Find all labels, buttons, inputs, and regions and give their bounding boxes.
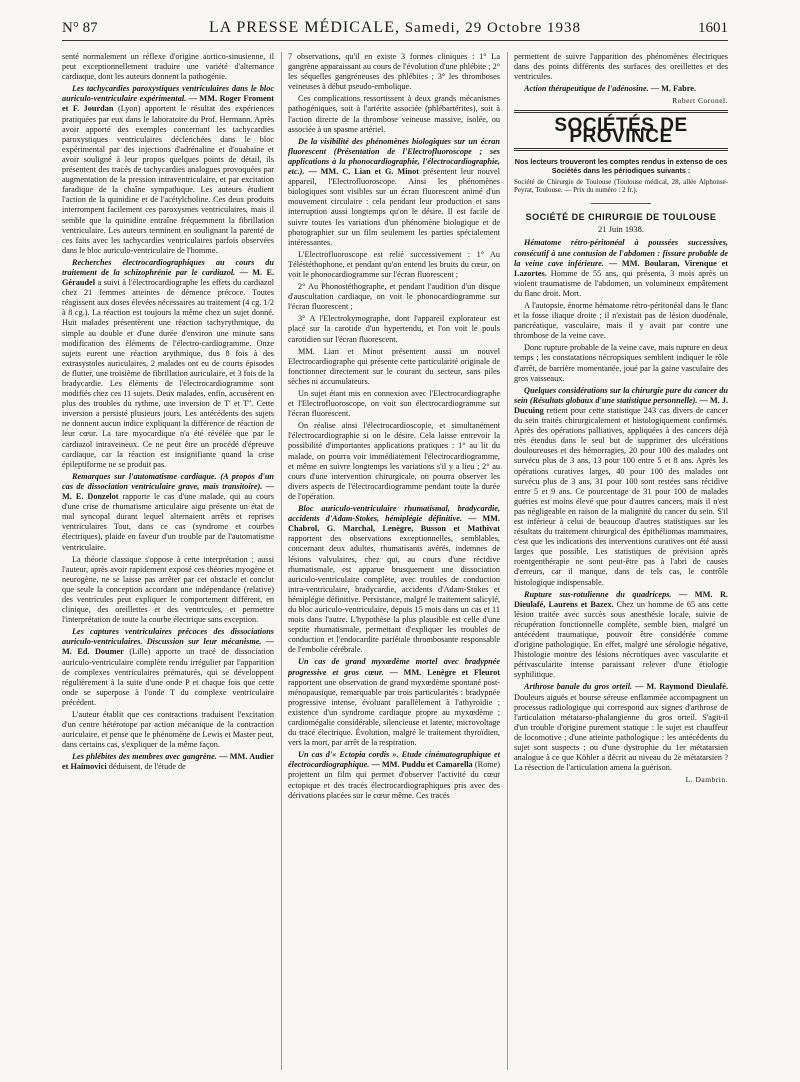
society-reports [514,238,728,773]
article-text: permettent de suivre l'apparition des phénomènes électriques dans des points différents des surfaces des oreillettes et des ventricules. [514,52,728,82]
article-text: La théorie classique s'oppose à cette interprétation ; aussi l'auteur, après avoir rapidement exposé ces théories myogène et neurogène, ne se laisse pas arrêter par cet obstacle et conclut que seule la conception accordant une indépendance (relative) des ventricules peut expliquer le comportement différent, en clinique, des oreillettes et des ventricules, et permettre l'interprétation de toute la courbe électrique sans exception. [62,554,274,625]
issue-date: Samedi, 29 Octobre 1938 [404,20,582,36]
article-authors: — M. J. Ducuing [514,395,728,415]
article-paragraph [514,343,728,383]
signature-dambrin: L. Dambrin. [685,775,728,785]
article-authors: — M. Ed. Doumer [62,637,274,657]
article-authors: — M. Fabre. [650,84,696,94]
session-date: 21 Juin 1938. [597,224,645,235]
article-authors: — M. E. Donzelot [62,481,274,502]
article-text: L'Electrofluoroscope est relié successivement : 1° Au Téléstéthophone, et pendant qu'on entend les bruits du cœur, on voit le phonocardiogramme sur l'écran fluorescent ; [288,249,500,279]
article-text: (Lille) apporte un tracé de dissociation auriculo-ventriculaire complète rendu irrégulier par l'apparition de complexes ventriculaires prématurés, qui se développent régulièrement à la suite d'une onde P et chaque fois que cette onde se superpose à l'onde T du complexe ventriculaire précédent. [62,647,274,707]
article-paragraph [288,347,500,387]
article-paragraph [288,657,500,748]
article-text: Un sujet étant mis en connexion avec l'Electrocardiographe et l'Electrofluoroscope, on voit son électrocardiogramme sur l'écran fluorescent. [288,389,500,419]
article-authors: — MM. Boularan, Virenque et Lazortes. [514,258,728,278]
article-heading: Un cas de grand myxœdème mortel avec bradypnée progressive et gros cœur. [288,657,500,677]
article-paragraph [288,282,500,312]
article-authors: — M. E. Géraudel [62,267,274,288]
article-text: a suivi à l'électrocardiographe les effets du cardiazol chez 21 femmes atteintes de démence précoce. Toutes réagissent aux doses élevées nécessaires au traitement (4 cg. 1/2 à 8 cg.). La réaction est toujours la même chez un sujet donné. Huit malades présentèrent une réaction tachyrythmique, du simple au double et d'une durée d'environ une minute sans modification des éléments de l'électro-cardiogramme. Onze sujets eurent une réaction arythmique, dus 8 fois à des extrasystoles auriculaires, 2 malades ont eu de courts épisodes de flutter, une troisième de fibrillation auriculaire, et 3 fois de la bradycardie. Les éléments de l'électrocardiogramme sont modifiés chez ces 11 sujets. Deux malades, enfin, accusèrent en plus des troubles du rythme, une inversion de T' et T''. Cette inversion a persisté plusieurs jours. Les antécédents des sujets ne donnent aucun indice expliquant la différence de réaction de leur cœur. La tare myocardique n'a été révélée que par le cardiazol intraveineux. Ce ne peut être un procédé d'épreuve cardiaque, car la réaction est insignifiante quand la crise épileptiforme ne se produit pas. [62,278,274,469]
article-heading: Hématome rétro-péritonéal à poussées successives, consécutif à une contusion de l'abdomen : fissure probable de la veine cave inférieure. [514,238,728,268]
article-text: senté normalement un réflexe d'origine aortico-sinusienne, il peut exceptionnellement traduire une variété d'alternance cardiaque, dont les auteurs donnent la pathogénie. [62,52,274,82]
article-text: 7 observations, qu'il en existe 3 formes cliniques : 1° La gangrène apparaissant au cours de l'évolution d'une phlébite ; 2° les séquelles gangréneuses des phlébites ; 3° les thromboses veineuses à début pseudo-embolique. [288,52,500,92]
article-paragraph [514,682,728,773]
running-title [62,18,728,38]
column-divider [507,52,508,1070]
article-authors: — M. Raymond Dieulafé. [635,682,728,692]
column-2 [288,52,500,1070]
article-paragraph [288,421,500,502]
article-text: rapportent une observation de grand myxœdème spontané post-ménopausique, remarquable par trois particularités : bradypnée progressive intense, évoluant parallèlement à l'athyroïdie ; existence d'un syndrome cardiaque propre au myxœdème ; cardiomégalie considérable, silencieuse et latente, microvoltage du tracé électrique. Évolution, malgré le traitement thyroïdien, vers la mort, par arrêt de la respiration. [288,677,500,748]
article-paragraph [514,386,728,588]
article-paragraph [62,472,274,553]
article-paragraph [514,238,728,299]
notice-detail: Société de Chirurgie de Toulouse (Toulouse médical, 28, allée Alphonse-Peyrat, Toulouse. — Prix du numéro : 2 fr.). [514,177,728,195]
article-authors: — MM. Chabrol, G. Marchal, Lenègre, Busson et Mathivat [288,514,500,534]
notice-heading: Nos lecteurs trouveront les comptes rendus in extenso de ces Sociétés dans les périodiques suivants : [514,156,728,175]
article-text: (Lyon) apportent le résultat des expériences pratiquées par eux dans le laboratoire du Prof. Hermann. Après avoir apporté des exemples concernant les tachycardies paroxystiques ventriculaires déclenchées dans le bloc expérimental par des injections d'adrénaline et d'ouabaïne et avoir souligné à leur propos quelques points de détail, ils présentent des tracés de tachycardies analogues provoquées par augmentation de la pression intraventriculaire, et par excitation faradique de la chaîne sympathique. Les auteurs étudient l'action de la quinidine et de l'acétylcholine. Ces deux produits interrompent facilement ces paroxysmes ventriculaires, mais il semble que la quinidine entraîne fréquemment la fibrillation ventriculaire. Les auteurs terminent en soulignant la parenté de ces faits avec les tachycardies ventriculaires parfois observées dans le bloc auriculo-ventriculaire de l'homme. [62,104,274,255]
article-paragraph [62,258,274,470]
article-heading: Les tachycardies paroxystiques ventriculaires dans le bloc auriculo-ventriculaire expérimental. [62,84,274,104]
article-paragraph [288,750,500,800]
column-divider [281,52,282,1070]
article-text: On réalise ainsi l'électrocardioscopie, et simultanément l'électrocardiographie si on le désire. Cela laisse entrevoir la possibilité d'importantes applications pratiques : 1° au lit du malade, on pourra voir immédiatement l'électrocardiogramme, et même en suivre longtemps les variations s'il y a lieu ; 2° au cours d'une intervention chirurgicale, on pourra observer les divers aspects de l'électrocardiogramme pendant toute la durée de l'opération. [288,421,500,501]
article-paragraph [288,137,500,248]
article-paragraph [62,555,274,626]
article-paragraph [62,627,274,708]
society-title: SOCIÉTÉ DE CHIRURGIE DE TOULOUSE [525,212,717,223]
article-heading: Remarques sur l'automatisme cardiaque. (A propos d'un cas de dissociation ventriculaire grave, mais transitoire). [62,471,274,491]
article-paragraph [62,752,274,772]
article-authors: — MM. Puddu et Camarella [371,760,473,770]
article-heading: Quelques considérations sur la chirurgie pure du cancer du sein (Résultats globaux d'une statistique personnelle). [514,385,728,405]
article-heading: Rupture sus-rotulienne du quadriceps. [524,589,672,599]
article-text: rapporte le cas d'une malade, qui au cours d'une crise de rhumatisme articulaire aigu présente un état de mal syncopal durant lequel alternaient arrêts et reprises ventriculaires Tout, dans ce cas (syndrome et courbes électriques), plaide en faveur d'un trouble par de l'automatisme ventriculaire. [62,492,274,552]
article-paragraph [62,84,274,256]
article-heading: Les phlébites des membres avec gangrène. [72,752,217,762]
article-text: rapportent des observations exceptionnelles, semblables, concernant deux adultes, rhumatisants avérés, indemnes de lésions valvulaires, chez qui, au cours d'une récidive rhumatismale, est apparue brusquement une dissociation auriculo-ventriculaire complète, avec troubles de conduction intra-ventriculaire, bradycardie, accidents d'Adam-Stokes et hémiplégie définitive. Persistance, malgré le traitement salicylé, du bloc auriculo-ventriculaire, depuis 15 mois dans un cas et 11 mois dans l'autre. L'hypothèse la plus plausible est celle d'une septite rhumatismale, permettant d'expliquer les troubles de conduction et l'endocardite pariétale thrombosante responsable de l'embolie cérébrale. [288,534,500,655]
article-heading: Recherches électrocardiographiques au cours du traitement de la schizophrénie par le cardiazol. [62,257,274,277]
page-number: 1601 [698,20,728,36]
article-text: MM. Lian et Minot présentent aussi un nouvel Electrocardiographe qui présente cette particularité originale de fonctionner directement sur le courant du secteur, sans piles sèches ni accumulateurs. [288,346,500,386]
article-paragraph [62,710,274,750]
article-heading: Action thérapeutique de l'adénosine. [524,84,649,94]
article-authors: — MM. C. Lian et G. Minot [308,167,419,177]
article-heading: De la visibilité des phénomènes biologiques sur un écran fluorescent (Présentation de l'Electrofluoroscope ; ses applications à la phonocardiographie, l'électrocardiographie, etc.). [288,136,500,177]
article-paragraph [62,52,274,82]
article-heading: Bloc auriculo-ventriculaire rhumatismal, bradycardie, accidents d'Adam-Stokes, hémiplégie définitive. [288,504,500,524]
article-text: Douleurs aiguës et bourse séreuse enflammée accompagnent un processus radiologique qui correspond aux signes d'arthrose de l'articulation métatarso-phalangienne du gros orteil. S'agit-il d'un trouble d'origine purement statique : le sujet est chauffeur de locomotive ; d'une atteinte pathologique : les antécédents du sujet sont suspects ; ou d'une dystrophie du 1er métatarsien analogue à ce que Köhler a décrit au niveau du 2e métatarsien ? La résection de l'articulation amena la guérison. [514,692,728,773]
article-text: Ces complications ressortissent à deux grands mécanismes pathogéniques, soit à l'artérite associée (phlébartérites), soit à l'action directe de la thrombose veineuse massive, isolée, ou associée à un spasme artériel. [288,94,500,134]
article-paragraph [288,250,500,280]
article-paragraph [514,590,728,681]
section-banner: SOCIÉTÉS DE PROVINCE [514,110,728,150]
article-heading: Arthrose banale du gros orteil. [524,682,633,692]
article-text: (Rome) projettent un film qui permet d'observer l'activité du cœur ectopique et des tracés électrocardiographiques pris avec des dérivations placées sur le cœur même. Ces tracés [288,760,500,800]
page-header [62,18,728,41]
signature-coronel: Robert Coronel. [672,96,728,106]
column-1 [62,52,274,1070]
article-text: Homme de 55 ans, qui présenta, 3 mois après un violent traumatisme de l'abdomen, un volumineux empâtement du flanc droit. Mort. [514,268,728,298]
article-paragraph [288,52,500,92]
article-paragraph [288,504,500,655]
article-text: présentent leur nouvel appareil, l'Electrofluoroscope. Ainsi les phénomènes biologiques sont visibles sur un écran fluorescent animé d'un mouvement circulaire : cela pendant leur production et sans interruption aussi longtemps qu'on le désire. Il est facile de suivre toutes les variations d'un phénomène biologique et de photographier sur un film seulement les parties spécialement intéressantes. [288,167,500,247]
article-text: retient pour cette statistique 243 cas divers de cancer du sein traités chirurgicalement et histologiquement confirmés. Après des opérations palliatives, appliquées à des cancers déjà très étendus dans le seul but de supprimer des ulcérations douloureuses et des hémorragies, 20 pour 100 des malades ont survécu plus de 3 ans, 13 pour 100 entre 5 et 8 ans. Après les opérations curatives larges, 40 pour 100 des malades ont survécu plus de 3 ans, 31 pour 100 sont restées sans récidive entre 5 et 9 ans. Ce pourcentage de 31 pour 100 de malades guéries est moins élevé que pour d'autres cancers, mais il n'est pas négligeable en raison de la malignité du cancer du sein. S'il est inférieur à celui de beaucoup d'autres statistiques sur les résultats du traitement chirurgical des épithéliomas mammaires, c'est que les indications des interventions curatives ont été aussi larges que possible. Les statistiques de prévision après roentgenthérapie ne sont peut-être pas à l'abri de causes d'erreurs, car il manque, dans de tels cas, le contrôle histologique indispensable. [514,405,728,587]
column-3 [514,52,728,1070]
article-authors: — MM. R. Dieulafé, Laurens et Bazex. [514,589,728,609]
article-authors: — MM. Roger Froment et F. Jourdan [62,94,274,114]
article-text: 3° A l'Electrokymographe, dont l'appareil explorateur est placé sur la carotide d'un hypertendu, et l'on voit le pouls carotidien sur l'écran fluorescent. [288,314,500,344]
article-text: A l'autopsie, énorme hématome rétro-péritonéal dans le flanc et la fosse iliaque droite ; il n'existait pas de lésion duodénale, pancréatique, vasculaire, mais il y avait par contre une thrombose de la veine cave. [514,301,728,341]
issue-number: N° 87 [62,20,98,36]
article-text: 2° Au Phonostéthographe, et pendant l'audition d'un disque d'auscultation cardiaque, on voit le phonocardiogramme sur l'écran fluorescent ; [288,282,500,312]
article-authors: — MM. Lenègre et Fleurot [389,667,500,677]
article-text: déduisent, de l'étude de [108,762,186,772]
article-heading: Les captures ventriculaires précoces des dissociations auriculo-ventriculaires. Discussion sur leur mécanisme. [62,627,274,647]
article-paragraph [288,314,500,344]
article-text: L'auteur établit que ces contractions traduisent l'excitation d'un centre hétérotope par action mécanique de la contraction auriculaire, et pense que le phénomène de Lewis et Master peut, dans certains cas, s'expliquer de la même façon. [62,710,274,750]
article-authors: — MM. Audier et Haimovici [62,752,274,772]
article-paragraph [288,389,500,419]
article-paragraph [514,84,728,94]
article-paragraph [514,52,728,82]
separator [591,203,651,204]
article-paragraph [514,301,728,341]
article-text: Donc rupture probable de la veine cave, mais rupture en deux temps ; les constatations nécropsiques semblent indiquer le rôle d'arrêt, de barrière momentanée, joué par la gaine vasculaire des gros vaisseaux. [514,343,728,383]
article-heading: Un cas d'« Ectopia cordis ». Etude cinématographique et électrocardiographique. [288,750,500,770]
journal-name: LA PRESSE MÉDICALE, [208,19,400,36]
article-text: Chez un homme de 65 ans cette lésion traitée avec succès sous anesthésie locale, suivie de récupération fonctionnelle complète, semble bien, malgré un antécédent traumatique, pouvoir être considérée comme d'origine pathologique. En effet, malgré une sérologie négative, l'histologie montre des lésions nécrotiques avec vascularite et périvascularite intense paraissant relever d'une étiologie syphilitique. [514,599,728,680]
column-3-continuation [514,52,728,94]
article-paragraph [288,94,500,134]
